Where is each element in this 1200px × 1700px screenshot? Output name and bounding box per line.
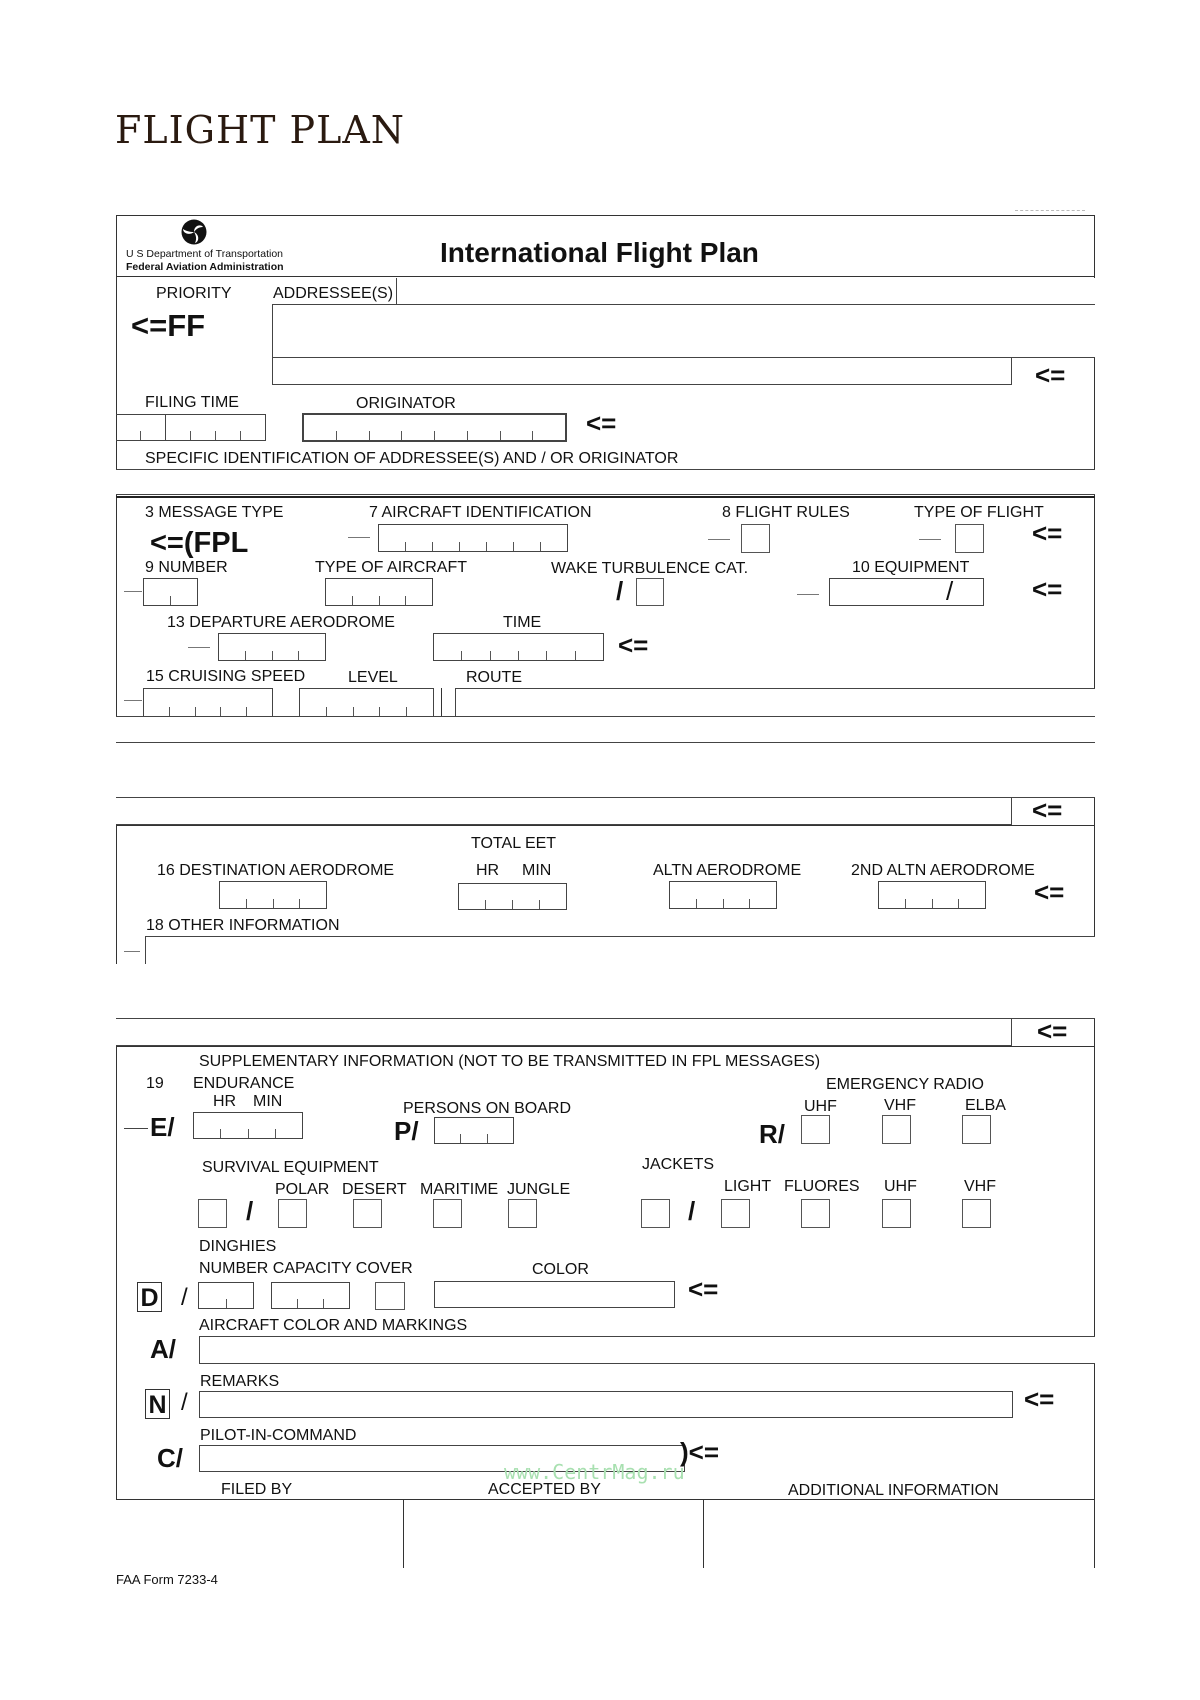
route-input-1[interactable] <box>455 688 1095 716</box>
number-input[interactable] <box>143 578 198 606</box>
end-marker: <= <box>1032 795 1063 825</box>
persons-prefix: P/ <box>394 1116 419 1146</box>
endurance-hr-label: HR <box>213 1093 237 1110</box>
aircraft-id-label: 7 AIRCRAFT IDENTIFICATION <box>369 504 592 521</box>
eet-hr-label: HR <box>476 862 500 879</box>
radio-vhf-label: VHF <box>884 1097 916 1114</box>
filing-time-label: FILING TIME <box>145 394 239 411</box>
type-of-aircraft-label: TYPE OF AIRCRAFT <box>315 559 468 576</box>
end-marker: <= <box>1024 1384 1055 1414</box>
specific-id-label: SPECIFIC IDENTIFICATION OF ADDRESSEE(S) AND / OR ORIGINATOR <box>145 450 679 467</box>
jackets-checkbox[interactable] <box>641 1199 670 1228</box>
equipment-slash: / <box>946 576 954 606</box>
route-label: ROUTE <box>466 669 522 686</box>
endurance-prefix: E/ <box>150 1112 175 1142</box>
endurance-min-label: MIN <box>253 1093 283 1110</box>
survival-equipment-checkbox[interactable] <box>198 1199 227 1228</box>
survival-equipment-label: SURVIVAL EQUIPMENT <box>202 1159 379 1176</box>
radio-elba-checkbox[interactable] <box>962 1115 991 1144</box>
altn-label: ALTN AERODROME <box>653 862 802 879</box>
dash <box>188 647 210 648</box>
other-info-label: 18 OTHER INFORMATION <box>146 917 340 934</box>
addressee-input-2[interactable] <box>272 304 1095 331</box>
equipment-input[interactable] <box>829 578 984 606</box>
survival-jungle-label: JUNGLE <box>507 1181 571 1198</box>
pilot-in-command-prefix: C/ <box>157 1443 183 1473</box>
departure-time-input[interactable] <box>433 633 604 661</box>
end-marker: <= <box>1032 518 1063 548</box>
header-divider <box>116 276 1095 277</box>
departure-time-label: TIME <box>503 614 542 631</box>
end-marker: <= <box>586 408 617 438</box>
filing-time-input[interactable] <box>165 414 266 441</box>
aircraft-color-input[interactable] <box>199 1336 1095 1364</box>
document-title: FLIGHT PLAN <box>115 108 406 152</box>
survival-maritime-label: MARITIME <box>420 1181 499 1198</box>
survival-polar-label: POLAR <box>275 1181 330 1198</box>
dinghies-capacity-input[interactable] <box>271 1282 350 1309</box>
remarks-input[interactable] <box>199 1391 1013 1418</box>
section-divider <box>116 496 1095 498</box>
dash <box>797 594 819 595</box>
cruising-speed-input[interactable] <box>143 688 273 716</box>
jacket-light-label: LIGHT <box>724 1178 772 1195</box>
accepted-by-label: ACCEPTED BY <box>488 1481 601 1498</box>
dinghies-color-label: COLOR <box>532 1261 589 1278</box>
type-of-aircraft-input[interactable] <box>325 578 433 606</box>
wake-turbulence-label: WAKE TURBULENCE CAT. <box>551 560 749 577</box>
route-input-2[interactable] <box>116 716 1095 743</box>
end-marker: <= <box>1034 877 1065 907</box>
dash <box>124 951 140 952</box>
specific-id-input[interactable] <box>116 469 1095 495</box>
header-date-fragment <box>1015 210 1085 211</box>
endurance-input[interactable] <box>193 1112 303 1139</box>
addressees-label: ADDRESSEE(S) <box>273 285 394 302</box>
originator-input[interactable] <box>302 413 567 442</box>
slash: / <box>181 1389 188 1416</box>
cruising-speed-label: 15 CRUISING SPEED <box>146 668 306 685</box>
dash <box>124 1128 148 1129</box>
equipment-label: 10 EQUIPMENT <box>852 559 970 576</box>
survival-desert-label: DESERT <box>342 1181 407 1198</box>
remarks-label: REMARKS <box>200 1373 280 1390</box>
type-of-flight-label: TYPE OF FLIGHT <box>914 504 1044 521</box>
dash <box>348 537 370 538</box>
departure-aerodrome-input[interactable] <box>218 633 326 661</box>
departure-label: 13 DEPARTURE AERODROME <box>167 614 395 631</box>
altn2-input[interactable] <box>878 881 986 909</box>
survival-maritime-checkbox[interactable] <box>433 1199 462 1228</box>
other-info-input-3[interactable] <box>116 991 1095 1019</box>
jacket-vhf-label: VHF <box>964 1178 996 1195</box>
dot-triskelion-logo-icon <box>181 219 207 245</box>
supplementary-heading: SUPPLEMENTARY INFORMATION (NOT TO BE TRANSMITTED IN FPL MESSAGES) <box>199 1053 821 1070</box>
slash: / <box>616 576 624 606</box>
agency-subname: Federal Aviation Administration <box>126 261 284 273</box>
remarks-prefix: N <box>145 1389 170 1419</box>
wake-turbulence-input[interactable] <box>636 578 664 606</box>
watermark: www.CentrMag.ru <box>504 1460 685 1484</box>
radio-vhf-checkbox[interactable] <box>882 1115 911 1144</box>
dash <box>124 700 142 701</box>
jacket-light-checkbox[interactable] <box>721 1199 750 1228</box>
altn2-label: 2ND ALTN AERODROME <box>851 862 1035 879</box>
jacket-fluores-checkbox[interactable] <box>801 1199 830 1228</box>
destination-input[interactable] <box>219 881 327 909</box>
aircraft-color-prefix: A/ <box>150 1334 176 1364</box>
jacket-vhf-checkbox[interactable] <box>962 1199 991 1228</box>
flight-rules-input[interactable] <box>741 524 770 553</box>
pilot-in-command-label: PILOT-IN-COMMAND <box>200 1427 357 1444</box>
filed-by-label: FILED BY <box>221 1481 293 1498</box>
dinghies-label: DINGHIES <box>199 1238 277 1255</box>
filed-by-input[interactable] <box>116 1500 404 1568</box>
filing-time-day-input[interactable] <box>116 414 166 441</box>
route-input-4[interactable] <box>116 770 1095 798</box>
dinghies-cover-checkbox[interactable] <box>375 1282 405 1310</box>
route-input-5[interactable] <box>116 797 1012 825</box>
total-eet-label: TOTAL EET <box>471 835 557 852</box>
dash <box>124 591 142 592</box>
level-input[interactable] <box>299 688 434 716</box>
other-info-input-4[interactable] <box>116 1018 1012 1046</box>
radio-elba-label: ELBA <box>965 1097 1006 1114</box>
jacket-uhf-label: UHF <box>884 1178 917 1195</box>
eet-min-label: MIN <box>522 862 552 879</box>
level-label: LEVEL <box>348 669 398 686</box>
emergency-radio-label: EMERGENCY RADIO <box>826 1076 984 1093</box>
dinghies-number-input[interactable] <box>198 1282 254 1309</box>
other-info-input-2[interactable] <box>116 964 1095 992</box>
addressee-input-4[interactable] <box>272 357 1012 385</box>
dinghies-color-input[interactable] <box>434 1281 675 1308</box>
form-number: FAA Form 7233-4 <box>116 1572 218 1587</box>
persons-label: PERSONS ON BOARD <box>403 1100 572 1117</box>
dinghies-prefix: D <box>137 1282 162 1312</box>
message-type-value: <=(FPL <box>150 527 249 559</box>
accepted-by-input[interactable] <box>404 1500 703 1568</box>
altn-input[interactable] <box>669 881 777 909</box>
agency-name: U S Department of Transportation <box>126 248 283 260</box>
survival-desert-checkbox[interactable] <box>353 1199 382 1228</box>
message-type-label: 3 MESSAGE TYPE <box>145 504 284 521</box>
radio-uhf-checkbox[interactable] <box>801 1115 830 1144</box>
radio-uhf-label: UHF <box>804 1098 837 1115</box>
pilot-in-command-end: )<= <box>680 1437 720 1467</box>
end-marker: <= <box>1032 574 1063 604</box>
end-marker: <= <box>1035 360 1066 390</box>
jacket-fluores-label: FLUORES <box>784 1178 860 1195</box>
survival-polar-checkbox[interactable] <box>278 1199 307 1228</box>
aircraft-color-label: AIRCRAFT COLOR AND MARKINGS <box>199 1317 468 1334</box>
radio-prefix: R/ <box>759 1119 785 1149</box>
persons-input[interactable] <box>434 1117 514 1144</box>
section-divider <box>116 825 1095 826</box>
jacket-uhf-checkbox[interactable] <box>882 1199 911 1228</box>
total-eet-input[interactable] <box>458 883 567 910</box>
slash: / <box>688 1196 696 1226</box>
additional-info-label: ADDITIONAL INFORMATION <box>788 1482 999 1499</box>
end-marker: <= <box>618 630 649 660</box>
priority-value: <=FF <box>131 308 206 343</box>
addressee-input-3[interactable] <box>272 330 1095 358</box>
form-title: International Flight Plan <box>440 237 759 268</box>
endurance-label: ENDURANCE <box>193 1075 295 1092</box>
type-of-flight-input[interactable] <box>955 524 984 553</box>
flight-rules-label: 8 FLIGHT RULES <box>722 504 850 521</box>
originator-label: ORIGINATOR <box>356 395 456 412</box>
dinghies-sub-label: NUMBER CAPACITY COVER <box>199 1260 413 1277</box>
item-19-number: 19 <box>146 1075 164 1092</box>
dash <box>708 539 730 540</box>
jackets-label: JACKETS <box>642 1156 715 1173</box>
priority-label: PRIORITY <box>156 285 232 302</box>
section-divider <box>116 1046 1095 1047</box>
number-label: 9 NUMBER <box>145 559 228 576</box>
destination-label: 16 DESTINATION AERODROME <box>157 862 395 879</box>
aircraft-id-input[interactable] <box>378 524 568 552</box>
other-info-input-1[interactable] <box>145 936 1095 965</box>
dash <box>919 539 941 540</box>
slash: / <box>246 1196 254 1226</box>
slash: / <box>181 1284 188 1311</box>
end-marker: <= <box>1037 1016 1068 1046</box>
survival-jungle-checkbox[interactable] <box>508 1199 537 1228</box>
addressee-input-1[interactable] <box>396 278 1095 305</box>
end-marker: <= <box>688 1274 719 1304</box>
additional-info-input[interactable] <box>704 1500 1094 1568</box>
divider <box>441 688 442 716</box>
route-input-3[interactable] <box>116 743 1095 771</box>
